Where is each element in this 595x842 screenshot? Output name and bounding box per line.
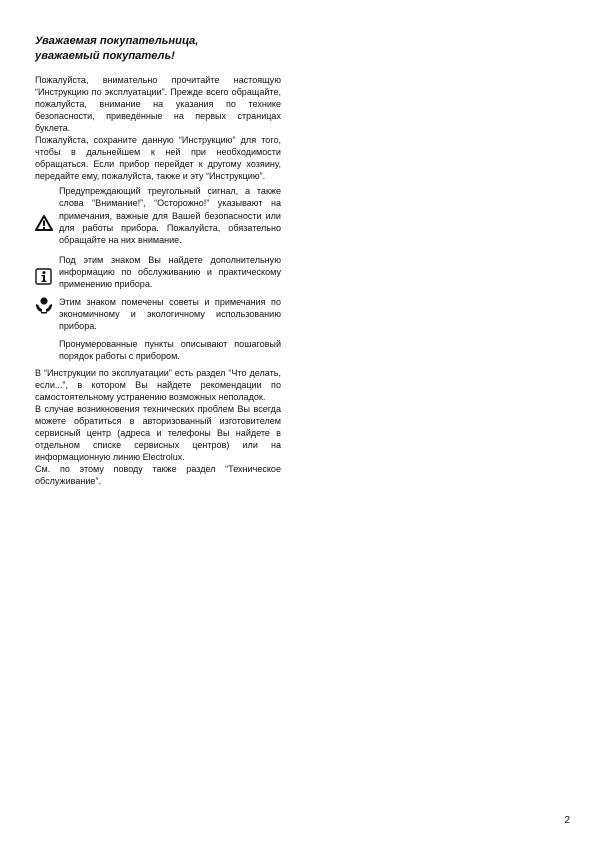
page-heading bbox=[35, 34, 281, 63]
steps-paragraph: Пронумерованные пункты описывают пошаговый порядок работы с прибором. bbox=[59, 338, 281, 361]
intro-paragraph: Пожалуйста, внимательно прочитайте настоящую “Инструкцию по эксплуатации”. Прежде всего обращайте, пожалуйста, внимание на указания по технике безопасности, приведённые на первых страницах буклета. bbox=[35, 75, 281, 134]
main-column bbox=[35, 34, 281, 488]
keep-paragraph: Пожалуйста, сохраните данную “Инструкцию” для того, чтобы в дальнейшем к ней при необходимости обращаться. Если прибор перейдет к другому хозяину, передайте ему, пожалуйста, также и эту “Инструкцию”. bbox=[35, 135, 281, 182]
eco-note bbox=[35, 296, 281, 332]
eco-paragraph: Этим знаком помечены советы и примечания по экономичному и экологичному использованию прибора. bbox=[59, 296, 281, 331]
heading-line-1: Уважаемая покупательница, bbox=[35, 35, 199, 47]
heading-line-2: уважаемый покупатель! bbox=[35, 49, 175, 62]
see-also-paragraph: См. по этому поводу также раздел “Техническое обслуживание”. bbox=[35, 464, 281, 487]
info-note bbox=[35, 254, 281, 290]
warning-paragraph: Предупреждающий треугольный сигнал, а также слова “Внимание!”, “Осторожно!” указывают на примечания, важные для Вашей безопасности или для работы прибора. Пожалуйста, обязательно обращайте на них внимание. bbox=[59, 186, 281, 245]
info-paragraph: Под этим знаком Вы найдете дополнительную информацию по обслуживанию и практическому применению прибора. bbox=[59, 254, 281, 289]
troubleshoot-paragraph: В “Инструкции по эксплуатации” есть раздел “Что делать, если...”, в котором Вы найдете рекомендации по самостоятельному устранению возможных неполадок. bbox=[35, 368, 281, 403]
eco-hands-icon bbox=[35, 296, 53, 319]
info-icon bbox=[35, 268, 52, 290]
warning-triangle-icon bbox=[35, 215, 53, 236]
service-paragraph: В случае возникновения технических проблем Вы всегда можете обратиться в авторизованный изготовителем сервисный центр (адреса и телефоны Вы найдете в отдельном списке сервисных центров) или на информационную линию Electrolux. bbox=[35, 404, 281, 463]
warning-note bbox=[35, 185, 281, 245]
page-number: 2 bbox=[564, 815, 570, 826]
